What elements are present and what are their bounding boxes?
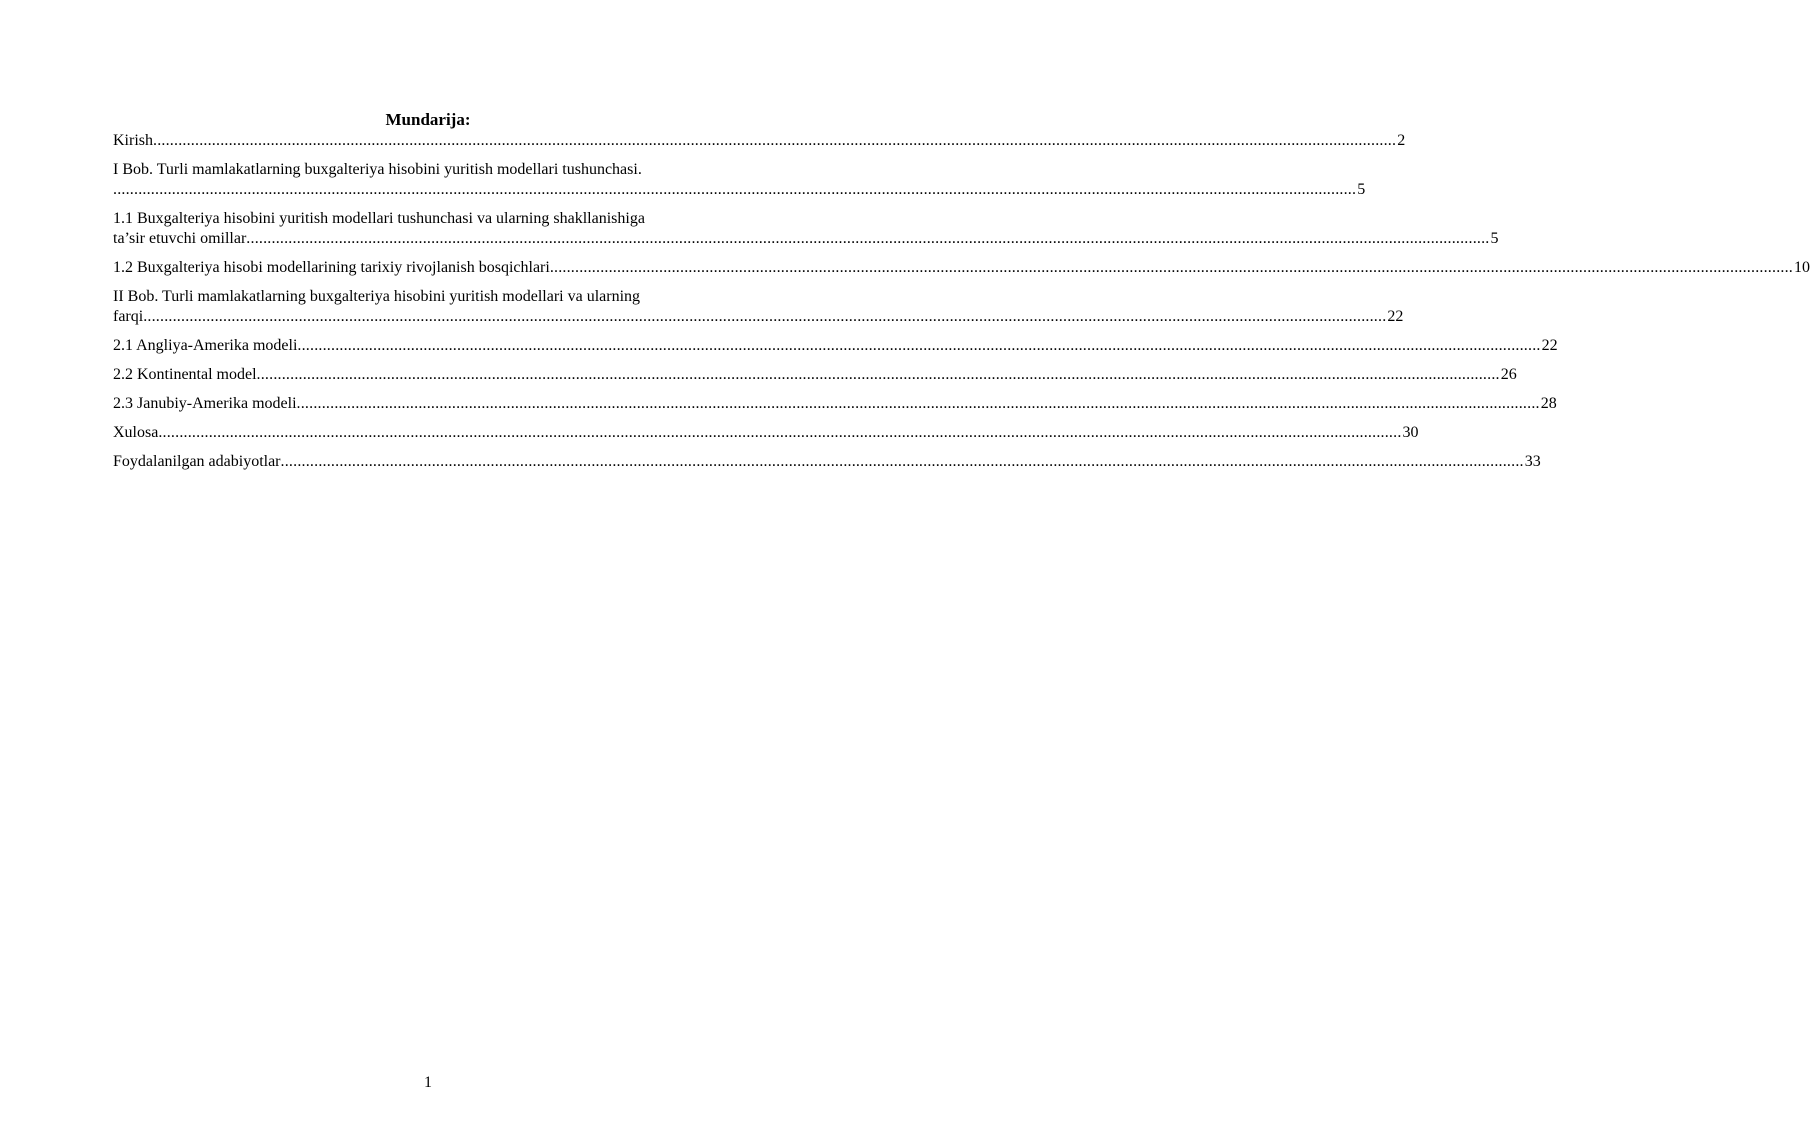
toc-entry-text: ta’sir etuvchi omillar xyxy=(113,230,247,247)
toc-entry-section-2-3[interactable] xyxy=(113,394,1557,414)
toc-page-number: 2 xyxy=(1397,132,1406,149)
toc-entry-line xyxy=(113,423,1419,443)
toc-page-number: 22 xyxy=(1541,337,1558,354)
toc-page-number: 28 xyxy=(1540,395,1557,412)
toc-entry-text: farqi xyxy=(113,308,144,325)
toc-leader-dots xyxy=(297,336,1540,356)
toc-entry-line xyxy=(113,180,1366,200)
toc-leader-dots xyxy=(158,423,1401,443)
toc-entry-text: 1.1 Buxgalteriya hisobini yuritish modellari tushunchasi va ularning shakllanishiga xyxy=(113,210,645,227)
table-of-contents xyxy=(113,131,1810,481)
toc-entry-section-1-1[interactable] xyxy=(113,209,1499,249)
toc-entry-line xyxy=(113,452,1541,472)
toc-page-number: 5 xyxy=(1490,230,1499,247)
toc-entry-line xyxy=(113,365,1517,385)
toc-entry-chapter-2[interactable] xyxy=(113,287,1404,327)
toc-entry-section-2-2[interactable] xyxy=(113,365,1517,385)
toc-page-number: 22 xyxy=(1387,308,1404,325)
toc-page-number: 30 xyxy=(1402,424,1419,441)
toc-entry-text: 2.2 Kontinental model xyxy=(113,366,257,383)
toc-leader-dots xyxy=(281,452,1524,472)
toc-entry-text: Foydalanilgan adabiyotlar xyxy=(113,453,281,470)
toc-entry-line xyxy=(113,394,1557,414)
toc-page-number: 5 xyxy=(1357,181,1366,198)
toc-entry-line xyxy=(113,336,1558,356)
toc-entry-chapter-1[interactable] xyxy=(113,160,1366,200)
toc-entry-line xyxy=(113,258,1810,278)
toc-entry-line xyxy=(113,307,1404,327)
toc-entry-section-2-1[interactable] xyxy=(113,336,1558,356)
toc-entry-text: 2.3 Janubiy-Amerika modeli xyxy=(113,395,297,412)
toc-leader-dots xyxy=(153,131,1396,151)
toc-title: Mundarija: xyxy=(385,110,471,129)
toc-page-number: 26 xyxy=(1500,366,1517,383)
toc-leader-dots xyxy=(297,394,1540,414)
toc-entry-text: Kirish xyxy=(113,132,153,149)
toc-entry-kirish[interactable] xyxy=(113,131,1406,151)
toc-entry-line xyxy=(113,131,1406,151)
toc-leader-dots xyxy=(113,180,1356,200)
toc-entry-text: 2.1 Angliya-Amerika modeli xyxy=(113,337,298,354)
toc-leader-dots xyxy=(550,258,1793,278)
toc-entry-text: Xulosa xyxy=(113,424,159,441)
toc-leader-dots xyxy=(257,365,1500,385)
toc-entry-text: II Bob. Turli mamlakatlarning buxgalteriya hisobini yuritish modellari va ularning xyxy=(113,288,641,305)
toc-leader-dots xyxy=(143,307,1386,327)
page-number: 1 xyxy=(424,1074,432,1091)
toc-entry-line xyxy=(113,229,1499,249)
toc-leader-dots xyxy=(246,229,1489,249)
toc-entry-adabiyotlar[interactable] xyxy=(113,452,1541,472)
toc-page-number: 33 xyxy=(1524,453,1541,470)
toc-entry-xulosa[interactable] xyxy=(113,423,1419,443)
toc-entry-text: I Bob. Turli mamlakatlarning buxgalteriya hisobini yuritish modellari tushunchasi. xyxy=(113,161,642,178)
toc-entry-text: 1.2 Buxgalteriya hisobi modellarining tarixiy rivojlanish bosqichlari xyxy=(113,259,550,276)
toc-page-number: 10 xyxy=(1794,259,1810,276)
toc-entry-section-1-2[interactable] xyxy=(113,258,1810,278)
